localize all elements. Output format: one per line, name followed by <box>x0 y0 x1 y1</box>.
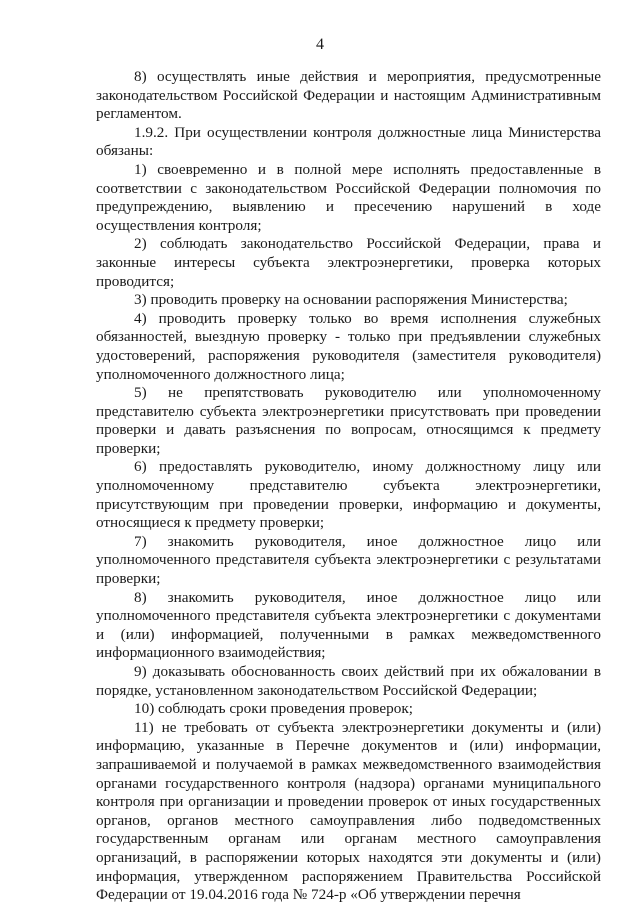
duty-item-4: 4) проводить проверку только во время исполнения служебных обязанностей, выездную проверку - только при предъявлении служебных удостоверений, распоряжения руководителя (заместителя руководителя) уполномоченного должностного лица; <box>96 309 601 383</box>
duty-item-5: 5) не препятствовать руководителю или уполномоченному представителю субъекта электроэнергетики присутствовать при проведении проверки и давать разъяснения по вопросам, относящимся к предмету проверки; <box>96 384 601 457</box>
document-body <box>96 68 601 905</box>
duty-item-6: 6) предоставлять руководителю, иному должностному лицу или уполномоченному представителю субъекта электроэнергетики, присутствующим при проведении проверки, информацию и документы, относящиеся к предмету проверки; <box>96 458 601 532</box>
duty-item-10: 10) соблюдать сроки проведения проверок; <box>134 700 413 718</box>
duty-item-3: 3) проводить проверку на основании распоряжения Министерства; <box>134 291 568 309</box>
duty-item-11: 11) не требовать от субъекта электроэнергетики документы и (или) информацию, указанные в Перечне документов и (или) информации, запрашиваемой и получаемой в рамках межведомственного взаимодействия органами государственного контроля (надзора) органами муниципального контроля при организации и проведении проверок от иных государственных органов, органов местного самоуправления либо подведомственных государственным органам или органам местного самоуправления организаций, в распоряжении которых находятся эти документы и (или) информация, утвержденном распоряжением Правительства Российской Федерации от 19.04.2016 года № 724-р «Об утверждении перечня <box>96 718 601 904</box>
duty-item-8: 8) знакомить руководителя, иное должностное лицо или уполномоченного представителя субъекта электроэнергетики с документами и (или) информацией, полученными в рамках межведомственного информационного взаимодействия; <box>96 588 601 662</box>
section-heading-1-9-2: 1.9.2. При осуществлении контроля должностные лица Министерства обязаны: <box>96 123 601 160</box>
page-number: 4 <box>316 36 324 53</box>
duty-item-1: 1) своевременно и в полной мере исполнять предоставленные в соответствии с законодательством Российской Федерации полномочия по предупреждению, выявлению и пресечению нарушений в ходе осуществления контроля; <box>96 160 601 234</box>
duty-item-9: 9) доказывать обоснованность своих действий при их обжаловании в порядке, установленном законодательством Российской Федерации; <box>96 663 601 699</box>
paragraph-item-8: 8) осуществлять иные действия и мероприятия, предусмотренные законодательством Российской Федерации и настоящим Административным регламентом. <box>96 68 601 123</box>
duty-item-2: 2) соблюдать законодательство Российской Федерации, права и законные интересы субъекта электроэнергетики, проверка которых проводится; <box>96 235 601 290</box>
duty-item-7: 7) знакомить руководителя, иное должностное лицо или уполномоченного представителя субъекта электроэнергетики с результатами проверки; <box>96 532 601 588</box>
